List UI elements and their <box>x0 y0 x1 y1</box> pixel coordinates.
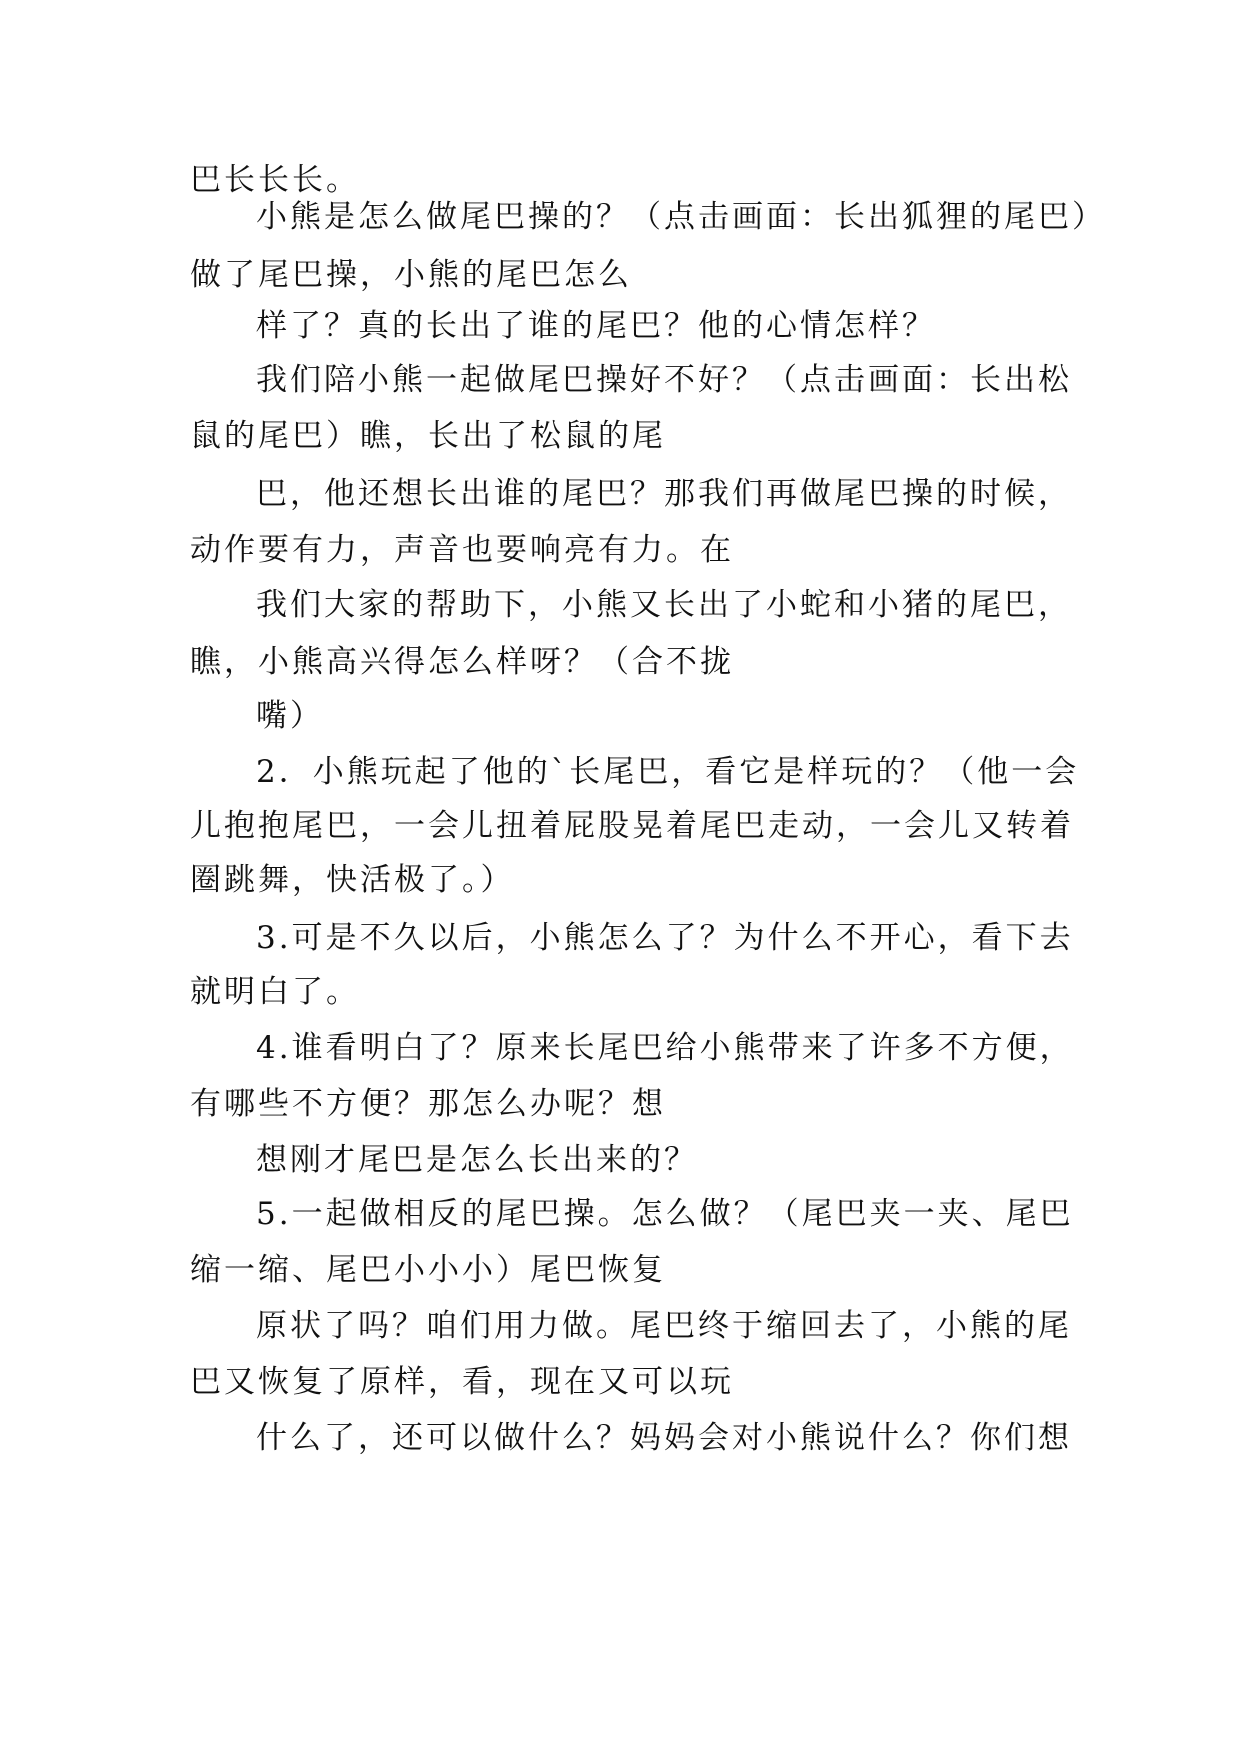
text-line: 我们大家的帮助下，小熊又长出了小蛇和小猪的尾巴， <box>256 587 1072 623</box>
text-line: 缩一缩、尾巴小小小）尾巴恢复 <box>190 1252 666 1288</box>
text-line: 5.一起做相反的尾巴操。怎么做？（尾巴夹一夹、尾巴 <box>256 1196 1074 1232</box>
text-line: 儿抱抱尾巴，一会儿扭着屁股晃着尾巴走动，一会儿又转着 <box>190 808 1074 844</box>
text-line: 就明白了。 <box>190 974 360 1010</box>
text-line: 4.谁看明白了？原来长尾巴给小熊带来了许多不方便， <box>256 1030 1074 1066</box>
text-line: 动作要有力，声音也要响亮有力。在 <box>190 532 734 568</box>
text-line: 瞧，小熊高兴得怎么样呀？（合不拢 <box>190 644 734 680</box>
text-line: 原状了吗？咱们用力做。尾巴终于缩回去了，小熊的尾 <box>256 1308 1072 1344</box>
text-line: 巴，他还想长出谁的尾巴？那我们再做尾巴操的时候， <box>256 476 1072 512</box>
text-line: 3.可是不久以后，小熊怎么了？为什么不开心，看下去 <box>256 920 1074 956</box>
text-line: 圈跳舞，快活极了。） <box>190 862 515 898</box>
text-line: 巴长长长。 <box>190 162 360 198</box>
text-line: 小熊是怎么做尾巴操的？（点击画面：长出狐狸的尾巴） <box>256 199 1106 235</box>
text-line: 我们陪小熊一起做尾巴操好不好？（点击画面：长出松 <box>256 362 1072 398</box>
text-line: 样了？真的长出了谁的尾巴？他的心情怎样？ <box>256 308 936 344</box>
text-line: 2．小熊玩起了他的`长尾巴，看它是样玩的？（他一会 <box>256 754 1080 790</box>
text-line: 什么了，还可以做什么？妈妈会对小熊说什么？你们想 <box>256 1420 1072 1456</box>
text-line: 做了尾巴操，小熊的尾巴怎么 <box>190 257 632 293</box>
text-line: 巴又恢复了原样，看，现在又可以玩 <box>190 1364 734 1400</box>
text-line: 有哪些不方便？那怎么办呢？想 <box>190 1086 666 1122</box>
text-line: 鼠的尾巴）瞧，长出了松鼠的尾 <box>190 418 666 454</box>
text-line: 嘴） <box>256 698 324 734</box>
text-line: 想刚才尾巴是怎么长出来的？ <box>256 1142 698 1178</box>
